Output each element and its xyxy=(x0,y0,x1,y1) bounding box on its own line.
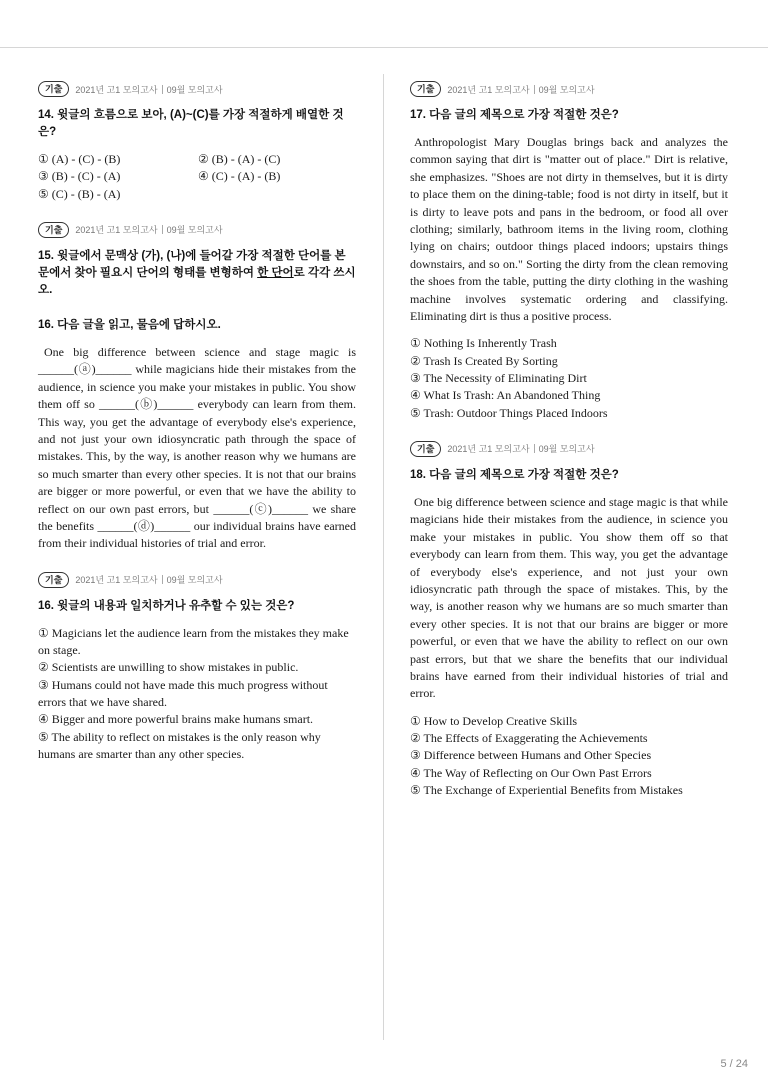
source-tag xyxy=(38,571,356,589)
right-column xyxy=(410,80,728,817)
choice-3[interactable]: ③ Humans could not have made this much progress without errors that we have shared. xyxy=(38,677,328,709)
answer-choices xyxy=(410,713,728,799)
choice-2[interactable]: ② (B) - (A) - (C) xyxy=(198,152,281,166)
column-divider xyxy=(383,74,384,1040)
question-title: 18. 다음 글의 제목으로 가장 적절한 것은? xyxy=(410,468,619,481)
question-17 xyxy=(410,80,728,422)
question-18 xyxy=(410,440,728,799)
question-title xyxy=(38,248,356,299)
choice-5[interactable]: ⑤ (C) - (B) - (A) xyxy=(38,186,121,201)
choice-4[interactable]: ④ What Is Trash: An Abandoned Thing xyxy=(410,388,601,403)
choice-3[interactable]: ③ Difference between Humans and Other Species xyxy=(410,748,652,763)
question-title: 16. 다음 글을 읽고, 물음에 답하시오. xyxy=(38,318,221,331)
exam-year: 2021년 고1 모의고사 xyxy=(447,444,530,455)
source-tag xyxy=(38,80,356,98)
source-tag xyxy=(410,440,728,458)
choice-3[interactable]: ③ The Necessity of Eliminating Dirt xyxy=(410,371,587,386)
choice-2[interactable]: ② Scientists are unwilling to show mistakes in public. xyxy=(38,660,299,675)
question-16 xyxy=(38,571,356,763)
choice-5[interactable]: ⑤ The Exchange of Experiential Benefits from Mistakes xyxy=(410,783,683,798)
underlined-text: 한 단어 xyxy=(257,266,294,279)
answer-choices xyxy=(38,625,356,763)
passage-text: One big difference between science and stage magic is ______(ⓐ)______ while magicians hide their mistakes from the audience, in science you make your mistakes in public. You show them off so ______(ⓑ)______ everybody can learn from them. This way, you get the advantage of everybody else's experience, and not just your own idiosyncratic path through the space of mistakes. This, by the way, is another reason why we humans are so much smarter than every other species. It is not that our brains are bigger or more powerful, or even that we have the ability to reflect on our own past errors, but ______(ⓒ)______ we share the benefits ______(ⓓ)______ our individual brains have earned from their individual histories of trial and error. xyxy=(38,344,356,551)
choice-1[interactable]: ① (A) - (C) - (B) xyxy=(38,152,121,166)
choice-4[interactable]: ④ Bigger and more powerful brains make humans smart. xyxy=(38,712,314,727)
choice-3[interactable]: ③ (B) - (C) - (A) xyxy=(38,169,121,184)
tag-separator xyxy=(534,444,535,453)
choice-1[interactable]: ① Nothing Is Inherently Trash xyxy=(410,336,557,351)
question-title: 17. 다음 글의 제목으로 가장 적절한 것은? xyxy=(410,109,619,121)
question-16-passage xyxy=(38,317,356,553)
header-divider xyxy=(0,47,768,48)
exam-month: 09월 모의고사 xyxy=(538,84,595,95)
choice-2[interactable]: ② Trash Is Created By Sorting xyxy=(410,353,558,368)
question-title: 16. 윗글의 내용과 일치하거나 유추할 수 있는 것은? xyxy=(38,599,295,612)
tag-separator xyxy=(162,225,163,234)
choice-4[interactable]: ④ The Way of Reflecting on Our Own Past Errors xyxy=(410,765,652,780)
source-tag xyxy=(410,80,728,98)
page-number: 5 / 24 xyxy=(720,1058,748,1070)
tag-separator xyxy=(162,575,163,584)
choice-4[interactable]: ④ (C) - (A) - (B) xyxy=(198,169,281,184)
left-column xyxy=(38,80,356,781)
title-text-end: 로 각각 쓰시오. xyxy=(38,266,356,296)
choice-1[interactable]: ① How to Develop Creative Skills xyxy=(410,713,578,728)
exam-month: 09월 모의고사 xyxy=(166,575,223,586)
exam-month: 09월 모의고사 xyxy=(166,84,223,95)
question-14 xyxy=(38,80,356,203)
exam-year: 2021년 고1 모의고사 xyxy=(447,84,530,95)
answer-choices xyxy=(38,151,356,203)
choice-1[interactable]: ① Magicians let the audience learn from the mistakes they make on stage. xyxy=(38,625,349,658)
exam-year: 2021년 고1 모의고사 xyxy=(75,225,158,236)
choice-2[interactable]: ② The Effects of Exaggerating the Achievements xyxy=(410,731,648,746)
passage-text: One big difference between science and stage magic is that while magicians hide their mistakes from the audience, in science you make your mistakes in public. You show them off so that everybody can learn from them. This way, you get the advantage of everybody else's experience, and not just your own idiosyncratic path through the space of mistakes. This, by the way, is another reason why we humans are so much smarter than every other species. It is not that our brains are bigger or more powerful, or even that we have the ability to reflect on our own past errors, but that we share the benefits that our individual brains have earned from their individual histories of trial and error. xyxy=(410,494,728,701)
exam-year: 2021년 고1 모의고사 xyxy=(75,575,158,586)
question-title: 14. 윗글의 흐름으로 보아, (A)~(C)를 가장 적절하게 배열한 것은? xyxy=(38,109,344,138)
choice-5[interactable]: ⑤ The ability to reflect on mistakes is the only reason why humans are smarter than any other species. xyxy=(38,729,321,761)
exam-year: 2021년 고1 모의고사 xyxy=(75,84,158,95)
tag-separator xyxy=(534,85,535,94)
exam-badge: 기출 xyxy=(410,81,441,97)
passage-text: Anthropologist Mary Douglas brings back and analyzes the common saying that dirt is "matter out of place." Dirt is relative, she emphasizes. "Shoes are not dirty in themselves, but it is dirty to place them on the dining-table; food is not dirty in itself, but it is dirty to leave pots and pans in the bedroom, or food all over clothing; similarly, bathroom items in the living room, clothing lying on chairs; outdoor things placed indoors; upstairs things downstairs, and so on." Sorting the dirty from the clean removing the shoes from the table, putting the dirty clothing in the washing machine involves systematic ordering and classifying. Eliminating dirt is thus a positive process. xyxy=(410,135,728,324)
question-15 xyxy=(38,221,356,299)
exam-badge: 기출 xyxy=(38,81,69,97)
tag-separator xyxy=(162,85,163,94)
exam-month: 09월 모의고사 xyxy=(166,225,223,236)
source-tag xyxy=(38,221,356,239)
exam-month: 09월 모의고사 xyxy=(538,444,595,455)
exam-badge: 기출 xyxy=(38,572,69,588)
choice-5[interactable]: ⑤ Trash: Outdoor Things Placed Indoors xyxy=(410,405,608,420)
exam-badge: 기출 xyxy=(410,441,441,457)
exam-badge: 기출 xyxy=(38,222,69,238)
answer-choices xyxy=(410,335,728,421)
title-text: 15. 윗글에서 문맥상 (가), (나)에 들어갈 가장 적절한 단어를 본문에서 찾아 필요시 단어의 형태를 변형하여 xyxy=(38,249,346,279)
